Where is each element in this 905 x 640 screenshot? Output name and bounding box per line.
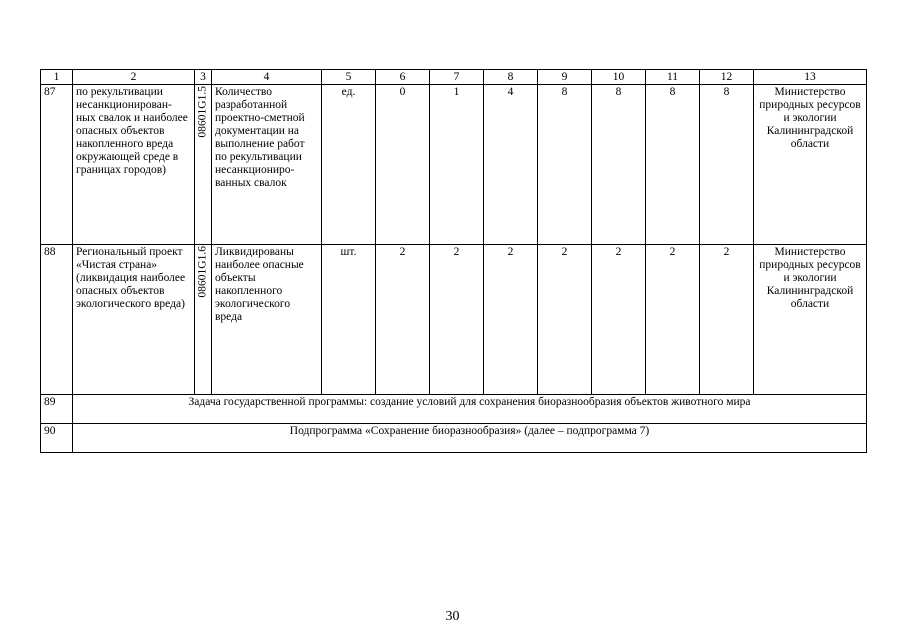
page-number: 30: [445, 609, 460, 624]
col-header-3: 3: [195, 70, 212, 85]
row-unit: шт.: [322, 245, 376, 395]
indicators-table: [40, 69, 867, 453]
row-value: 2: [376, 245, 430, 395]
row-value: 2: [700, 245, 754, 395]
table-row-merged: [41, 395, 867, 424]
row-number: 90: [41, 424, 73, 453]
col-header-13: 13: [754, 70, 867, 85]
row-value: 8: [592, 85, 646, 245]
col-header-11: 11: [646, 70, 700, 85]
table-row: [41, 85, 867, 245]
row-value: 2: [646, 245, 700, 395]
row-value: 2: [484, 245, 538, 395]
row-value: 8: [646, 85, 700, 245]
col-header-8: 8: [484, 70, 538, 85]
row-indicator: Количество разработанной проектно-сметной документации на выполнение работ по рекультивации несанкциониро-ванных свалок: [212, 85, 322, 245]
row-code: 08601G1.6: [196, 246, 209, 298]
col-header-10: 10: [592, 70, 646, 85]
row-value: 4: [484, 85, 538, 245]
col-header-5: 5: [322, 70, 376, 85]
row-code: 08601G1.5: [196, 86, 209, 138]
row-number: 88: [41, 245, 73, 395]
col-header-4: 4: [212, 70, 322, 85]
row-number: 89: [41, 395, 73, 424]
row-code-cell: [195, 245, 212, 395]
subprogram-title: Подпрограмма «Сохранение биоразнообразия» (далее – подпрограмма 7): [73, 424, 867, 453]
row-value: 0: [376, 85, 430, 245]
row-responsible: Министерство природных ресурсов и экологии Калининградской области: [754, 245, 867, 395]
row-unit: ед.: [322, 85, 376, 245]
row-indicator: Ликвидированы наиболее опасные объекты накопленного экологического вреда: [212, 245, 322, 395]
row-value: 2: [538, 245, 592, 395]
row-value: 2: [430, 245, 484, 395]
col-header-9: 9: [538, 70, 592, 85]
row-code-cell: [195, 85, 212, 245]
row-responsible: Министерство природных ресурсов и экологии Калининградской области: [754, 85, 867, 245]
col-header-7: 7: [430, 70, 484, 85]
col-header-2: 2: [73, 70, 195, 85]
row-value: 2: [592, 245, 646, 395]
col-header-12: 12: [700, 70, 754, 85]
table-row-merged: [41, 424, 867, 453]
row-name: Региональный проект «Чистая страна» (ликвидация наиболее опасных объектов экологического вреда): [73, 245, 195, 395]
header-row: [41, 70, 867, 85]
table-row: [41, 245, 867, 395]
col-header-1: 1: [41, 70, 73, 85]
col-header-6: 6: [376, 70, 430, 85]
program-task-text: Задача государственной программы: создание условий для сохранения биоразнообразия объектов животного мира: [73, 395, 867, 424]
row-name: по рекультивации несанкционирован-ных свалок и наиболее опасных объектов накопленного вреда окружающей среде в границах городов): [73, 85, 195, 245]
row-value: 8: [538, 85, 592, 245]
row-number: 87: [41, 85, 73, 245]
row-value: 8: [700, 85, 754, 245]
row-value: 1: [430, 85, 484, 245]
